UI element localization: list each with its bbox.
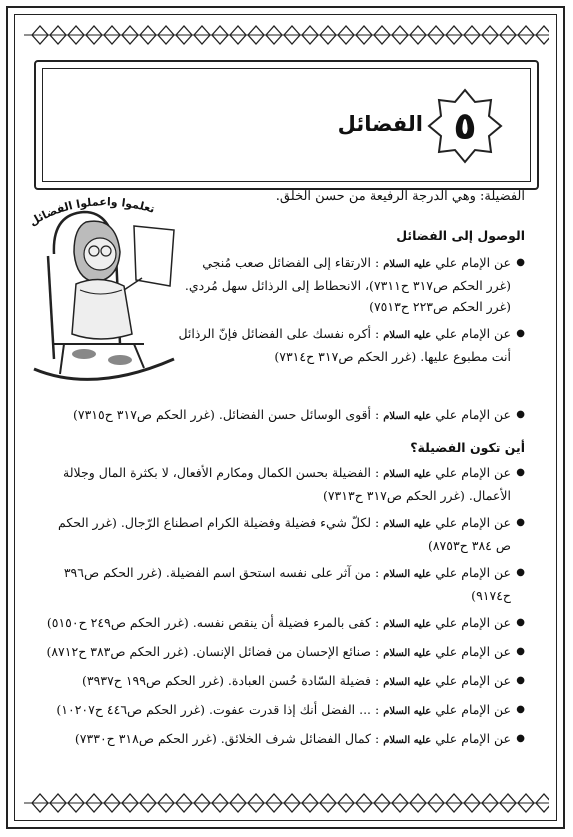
- section-heading-reaching-virtues: الوصول إلى الفضائل: [396, 228, 525, 243]
- list-item: ● عن الإمام علي عليه السلام : الفضيلة بحسن الكمال ومكارم الأفعال، لا بكثرة المال وجلالة الأعمال. (غرر الحكم ص٣١٧ ح٧٣١٣): [45, 462, 525, 506]
- section-reaching-virtues: [175, 252, 525, 373]
- chapter-title: الفضائل: [337, 112, 423, 136]
- section-heading-where-virtue: أين تكون الفضيلة؟: [410, 440, 525, 455]
- list-item: ● عن الإمام علي عليه السلام : فضيلة السّادة حُسن العبادة. (غرر الحكم ص١٩٩ ح٣٩٣٧): [45, 670, 525, 693]
- chapter-number: ٥: [453, 104, 477, 148]
- list-item: ● عن الإمام علي عليه السلام : صنائع الإحسان من فضائل الإنسان. (غرر الحكم ص٣٨٣ ح٨٧١٢): [45, 641, 525, 664]
- list-item: ● عن الإمام علي عليه السلام : لكلّ شيء فضيلة وفضيلة الكرام اصطناع الرّجال. (غرر الحكم ص ٣٨٤ ح٨٧٥٣): [45, 512, 525, 556]
- list-item: ● عن الإمام علي عليه السلام : أقوى الوسائل حسن الفضائل. (غرر الحكم ص٣١٧ ح٧٣١٥): [45, 404, 525, 427]
- list-item: ● عن الإمام علي عليه السلام : كمال الفضائل شرف الخلائق. (غرر الحكم ص٣١٨ ح٧٣٣٠): [45, 728, 525, 751]
- section-where-virtue: [45, 462, 525, 757]
- list-item: ● عن الإمام علي عليه السلام : الارتقاء إلى الفضائل صعب مُنجي (غرر الحكم ص٣١٧ ح٧٣١١)، الانحطاط إلى الرذائل سهل مُردي. (غرر الحكم ص٢٢٣ ح٧٥١٣): [175, 252, 525, 317]
- bottom-border-ornament: [24, 790, 549, 816]
- list-item: ● عن الإمام علي عليه السلام : ... الفضل أنك إذا قدرت عفوت. (غرر الحكم ص٤٤٦ ح١٠٢٠٧): [45, 699, 525, 722]
- section-reaching-virtues-cont: [45, 404, 525, 433]
- list-item: ● عن الإمام علي عليه السلام : من آثر على نفسه استحق اسم الفضيلة. (غرر الحكم ص٣٩٦ ح٩١٧٤): [45, 562, 525, 606]
- grandmother-reading-illustration: [24, 194, 189, 398]
- illustration-caption: تعلموا واعملوا الفضائل: [27, 195, 157, 229]
- definition-text: الفضيلة: وهي الدرجة الرفيعة من حسن الخلق.: [275, 189, 525, 204]
- list-item: ● عن الإمام علي عليه السلام : كفى بالمرء فضيلة أن ينقص نفسه. (غرر الحكم ص٢٤٩ ح٥١٥٠): [45, 612, 525, 635]
- top-border-ornament: [24, 22, 549, 48]
- list-item: ● عن الإمام علي عليه السلام : أكره نفسك على الفضائل فإنّ الرذائل أنت مطبوع عليها. (غرر الحكم ص٣١٧ ح٧٣١٤): [175, 323, 525, 367]
